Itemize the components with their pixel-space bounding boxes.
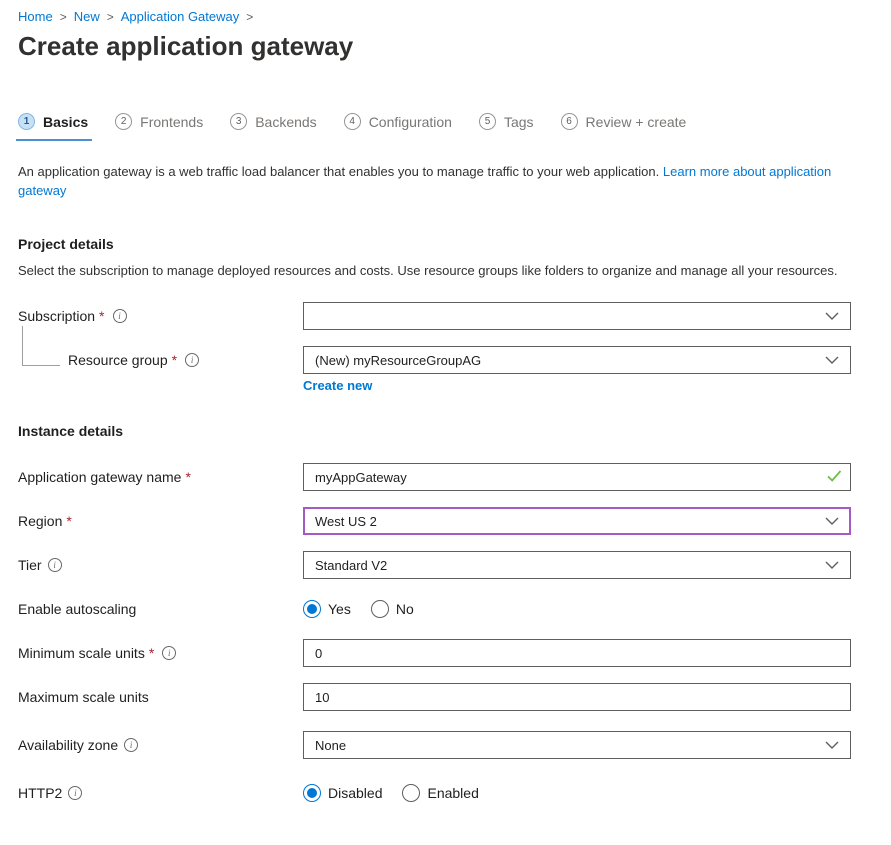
breadcrumb-new[interactable]: New — [73, 9, 100, 24]
project-details-heading: Project details — [18, 236, 114, 252]
info-icon[interactable]: i — [68, 786, 82, 800]
autoscaling-yes-label: Yes — [328, 601, 351, 617]
autoscaling-yes-radio[interactable] — [303, 600, 351, 618]
intro-text — [18, 162, 851, 200]
autoscaling-no-label: No — [395, 601, 414, 617]
chevron-down-icon — [825, 312, 839, 320]
info-icon[interactable]: i — [162, 646, 176, 660]
breadcrumb-separator: > — [59, 9, 67, 24]
tab-review-create[interactable] — [561, 113, 687, 130]
app-gateway-name-input[interactable] — [303, 463, 851, 491]
tab-basics-number: 1 — [18, 113, 35, 130]
required-marker: * — [148, 645, 155, 661]
breadcrumb-application-gateway[interactable]: Application Gateway — [120, 9, 240, 24]
resource-group-create-new-row — [18, 378, 851, 393]
breadcrumb-separator: > — [246, 9, 254, 24]
min-scale-units-label: Minimum scale units — [18, 645, 145, 661]
field-row-availability-zone — [18, 731, 851, 759]
field-row-http2 — [18, 779, 851, 807]
tab-backends[interactable] — [230, 113, 316, 130]
info-icon[interactable]: i — [48, 558, 62, 572]
field-row-subscription — [18, 302, 851, 330]
chevron-down-icon — [825, 356, 839, 364]
instance-details-heading: Instance details — [18, 423, 124, 439]
info-icon[interactable]: i — [124, 738, 138, 752]
http2-enabled-radio[interactable] — [402, 784, 478, 802]
wizard-tabs — [18, 113, 851, 139]
required-marker: * — [99, 308, 105, 324]
radio-selected-icon — [303, 600, 321, 618]
tab-frontends-label: Frontends — [140, 113, 204, 130]
field-row-tier — [18, 551, 851, 579]
info-icon[interactable]: i — [113, 309, 127, 323]
subscription-dropdown[interactable] — [303, 302, 851, 330]
breadcrumb-home[interactable]: Home — [18, 9, 53, 24]
field-row-max-scale-units — [18, 683, 851, 711]
breadcrumb — [18, 9, 851, 24]
basics-form — [18, 302, 851, 807]
tab-basics[interactable] — [18, 113, 88, 130]
learn-more-link[interactable]: Learn more about application gateway — [18, 164, 832, 198]
tab-tags-label: Tags — [503, 113, 534, 130]
region-dropdown[interactable] — [303, 507, 851, 535]
autoscaling-no-radio[interactable] — [371, 600, 414, 618]
tab-frontends[interactable] — [115, 113, 203, 130]
http2-enabled-label: Enabled — [427, 785, 479, 801]
tab-tags-number: 5 — [479, 113, 496, 130]
radio-unselected-icon — [371, 600, 389, 618]
enable-autoscaling-label: Enable autoscaling — [18, 601, 137, 617]
http2-radio-group — [303, 779, 851, 807]
radio-selected-icon — [303, 784, 321, 802]
breadcrumb-separator: > — [106, 9, 114, 24]
resource-group-label: Resource group — [68, 352, 168, 368]
info-icon[interactable]: i — [185, 353, 199, 367]
tab-review-create-label: Review + create — [585, 113, 687, 130]
enable-autoscaling-radio-group — [303, 595, 851, 623]
tier-value: Standard V2 — [315, 557, 388, 573]
http2-disabled-radio[interactable] — [303, 784, 382, 802]
chevron-down-icon — [825, 517, 839, 525]
tier-dropdown[interactable] — [303, 551, 851, 579]
field-row-region — [18, 507, 851, 535]
chevron-down-icon — [825, 561, 839, 569]
region-label: Region — [18, 513, 63, 529]
page-title: Create application gateway — [18, 31, 354, 61]
availability-zone-dropdown[interactable] — [303, 731, 851, 759]
min-scale-units-input[interactable] — [303, 639, 851, 667]
required-marker: * — [185, 469, 191, 485]
resource-group-value: (New) myResourceGroupAG — [315, 352, 482, 368]
http2-label: HTTP2 — [18, 785, 63, 801]
max-scale-units-label: Maximum scale units — [18, 689, 149, 705]
app-gateway-name-label: Application gateway name — [18, 469, 182, 485]
field-row-resource-group — [18, 346, 851, 374]
tab-configuration-number: 4 — [344, 113, 361, 130]
tab-configuration[interactable] — [344, 113, 452, 130]
tab-review-create-number: 6 — [561, 113, 578, 130]
http2-disabled-label: Disabled — [328, 785, 383, 801]
tab-tags[interactable] — [479, 113, 534, 130]
tab-backends-label: Backends — [255, 113, 317, 130]
tab-frontends-number: 2 — [115, 113, 132, 130]
max-scale-units-input[interactable] — [303, 683, 851, 711]
field-row-enable-autoscaling — [18, 595, 851, 623]
intro-description: An application gateway is a web traffic load balancer that enables you to manage traffic to your web application. — [18, 164, 660, 179]
project-details-description: Select the subscription to manage deployed resources and costs. Use resource groups like folders to organize and manage all your resources. — [18, 263, 838, 278]
tab-configuration-label: Configuration — [368, 113, 452, 130]
valid-check-icon — [827, 470, 842, 482]
resource-group-dropdown[interactable] — [303, 346, 851, 374]
required-marker: * — [66, 513, 72, 529]
tab-backends-number: 3 — [230, 113, 247, 130]
create-new-link[interactable]: Create new — [303, 378, 373, 393]
availability-zone-value: None — [315, 737, 347, 753]
required-marker: * — [171, 352, 178, 368]
field-row-app-gateway-name — [18, 463, 851, 491]
tier-label: Tier — [18, 557, 42, 573]
tab-basics-label: Basics — [43, 113, 89, 130]
hierarchy-connector-line — [22, 326, 60, 366]
region-value: West US 2 — [315, 513, 377, 529]
radio-unselected-icon — [402, 784, 420, 802]
chevron-down-icon — [825, 741, 839, 749]
field-row-min-scale-units — [18, 639, 851, 667]
availability-zone-label: Availability zone — [18, 737, 119, 753]
subscription-label: Subscription — [18, 308, 96, 324]
